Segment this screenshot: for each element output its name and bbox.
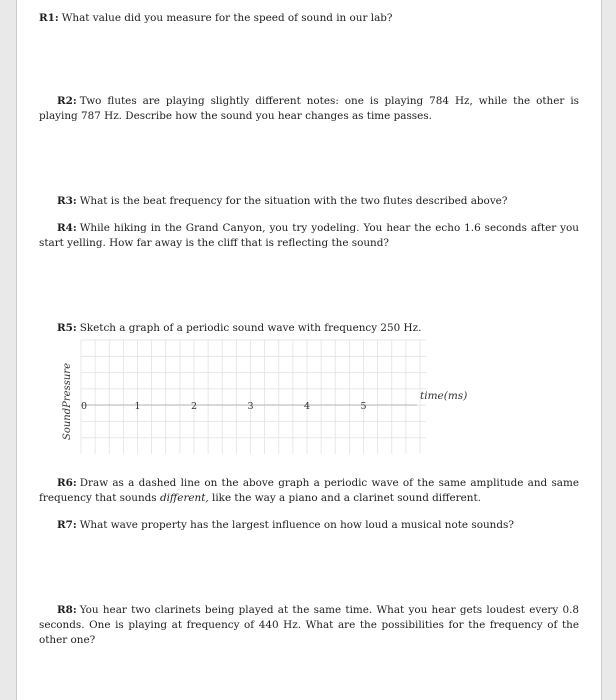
question-r4: R4: While hiking in the Grand Canyon, you try yodeling. You hear the echo 1.6 seconds after you start yelling. How far away is the cliff that is reflecting the sound? bbox=[39, 222, 579, 249]
question-r2: R2: Two flutes are playing slightly different notes: one is playing 784 Hz, while the other is playing 787 Hz. Describe how the sound you hear changes as time passes. bbox=[39, 95, 579, 122]
question-r7: R7: What wave property has the largest influence on how loud a musical note sounds? bbox=[57, 519, 514, 531]
question-r6: R6: Draw as a dashed line on the above graph a periodic wave of the same amplitude and same frequency that sounds different, like the way a piano and a clarinet sound different. bbox=[39, 477, 579, 504]
sound-wave-graph[interactable] bbox=[17, 330, 601, 466]
x-tick-label: 4 bbox=[303, 401, 311, 412]
question-r1: R1: What value did you measure for the speed of sound in our lab? bbox=[39, 12, 393, 24]
x-tick-label: 3 bbox=[247, 401, 254, 412]
question-r8: R8: You hear two clarinets being played at the same time. What you hear gets loudest every 0.8 seconds. One is playing at frequency of 440 Hz. What are the possibilities for the frequency of the other one? bbox=[39, 604, 579, 646]
x-tick-label: 5 bbox=[360, 401, 367, 412]
question-r5: R5: Sketch a graph of a periodic sound wave with frequency 250 Hz. bbox=[57, 322, 422, 334]
question-r3: R3: What is the beat frequency for the situation with the two flutes described above? bbox=[57, 195, 508, 207]
x-tick-label: 2 bbox=[190, 401, 198, 412]
x-axis-label: time(ms) bbox=[420, 390, 468, 402]
x-tick-label: 1 bbox=[134, 401, 141, 412]
x-tick-label: 0 bbox=[80, 401, 88, 412]
y-axis-label: SoundPressure bbox=[62, 363, 73, 440]
graph-grid bbox=[81, 340, 426, 454]
worksheet-page bbox=[16, 0, 602, 700]
